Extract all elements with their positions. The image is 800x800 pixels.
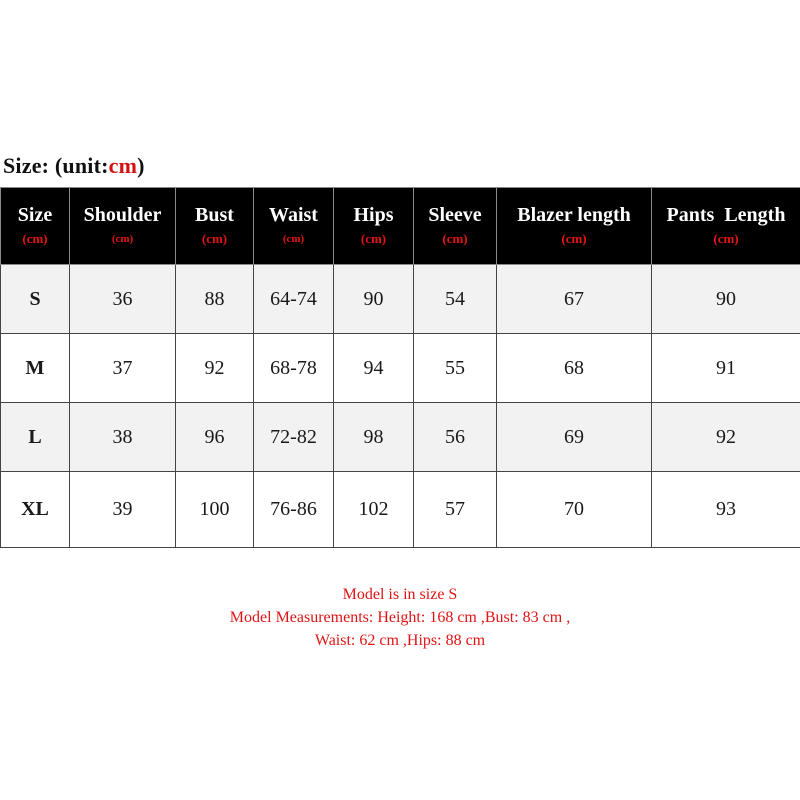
- header-blazer-length: Blazer length (cm): [497, 188, 652, 265]
- pants-length-cell: 90: [652, 265, 800, 334]
- blazer-length-cell: 67: [497, 265, 652, 334]
- size-cell: XL: [1, 472, 70, 548]
- model-measurements-note: [0, 583, 800, 652]
- table-row: [1, 403, 800, 472]
- header-row: [1, 188, 800, 265]
- shoulder-cell: 37: [70, 334, 176, 403]
- header-bust: Bust (cm): [176, 188, 254, 265]
- waist-cell: 72-82: [254, 403, 334, 472]
- hips-cell: 90: [334, 265, 414, 334]
- title-prefix: Size: (unit:: [3, 153, 109, 178]
- sleeve-cell: 54: [414, 265, 497, 334]
- sleeve-cell: 56: [414, 403, 497, 472]
- table-row: [1, 334, 800, 403]
- waist-cell: 68-78: [254, 334, 334, 403]
- title-unit: cm: [108, 153, 138, 178]
- hips-cell: 98: [334, 403, 414, 472]
- hips-cell: 102: [334, 472, 414, 548]
- hips-cell: 94: [334, 334, 414, 403]
- bust-cell: 96: [176, 403, 254, 472]
- header-pants-length: Pants Length (cm): [652, 188, 800, 265]
- header-size: Size (cm): [1, 188, 70, 265]
- size-cell: S: [1, 265, 70, 334]
- model-waist-hips-line: Waist: 62 cm ,Hips: 88 cm: [314, 632, 486, 649]
- table-row: [1, 265, 800, 334]
- header-waist: Waist (cm): [254, 188, 334, 265]
- waist-cell: 76-86: [254, 472, 334, 548]
- size-chart-title: [3, 153, 145, 179]
- waist-cell: 64-74: [254, 265, 334, 334]
- header-sleeve: Sleeve (cm): [414, 188, 497, 265]
- blazer-length-cell: 69: [497, 403, 652, 472]
- shoulder-cell: 36: [70, 265, 176, 334]
- blazer-length-cell: 70: [497, 472, 652, 548]
- model-measurements-line: Model Measurements: Height: 168 cm ,Bust: 83 cm ,: [229, 609, 571, 626]
- size-table: [0, 187, 800, 548]
- model-size-line: Model is in size S: [342, 586, 458, 603]
- bust-cell: 100: [176, 472, 254, 548]
- sleeve-cell: 55: [414, 334, 497, 403]
- shoulder-cell: 38: [70, 403, 176, 472]
- pants-length-cell: 91: [652, 334, 800, 403]
- bust-cell: 88: [176, 265, 254, 334]
- pants-length-cell: 92: [652, 403, 800, 472]
- shoulder-cell: 39: [70, 472, 176, 548]
- pants-length-cell: 93: [652, 472, 800, 548]
- title-suffix: ): [137, 153, 145, 178]
- header-shoulder: Shoulder (cm): [70, 188, 176, 265]
- size-cell: M: [1, 334, 70, 403]
- bust-cell: 92: [176, 334, 254, 403]
- sleeve-cell: 57: [414, 472, 497, 548]
- table-row: [1, 472, 800, 548]
- blazer-length-cell: 68: [497, 334, 652, 403]
- size-cell: L: [1, 403, 70, 472]
- header-hips: Hips (cm): [334, 188, 414, 265]
